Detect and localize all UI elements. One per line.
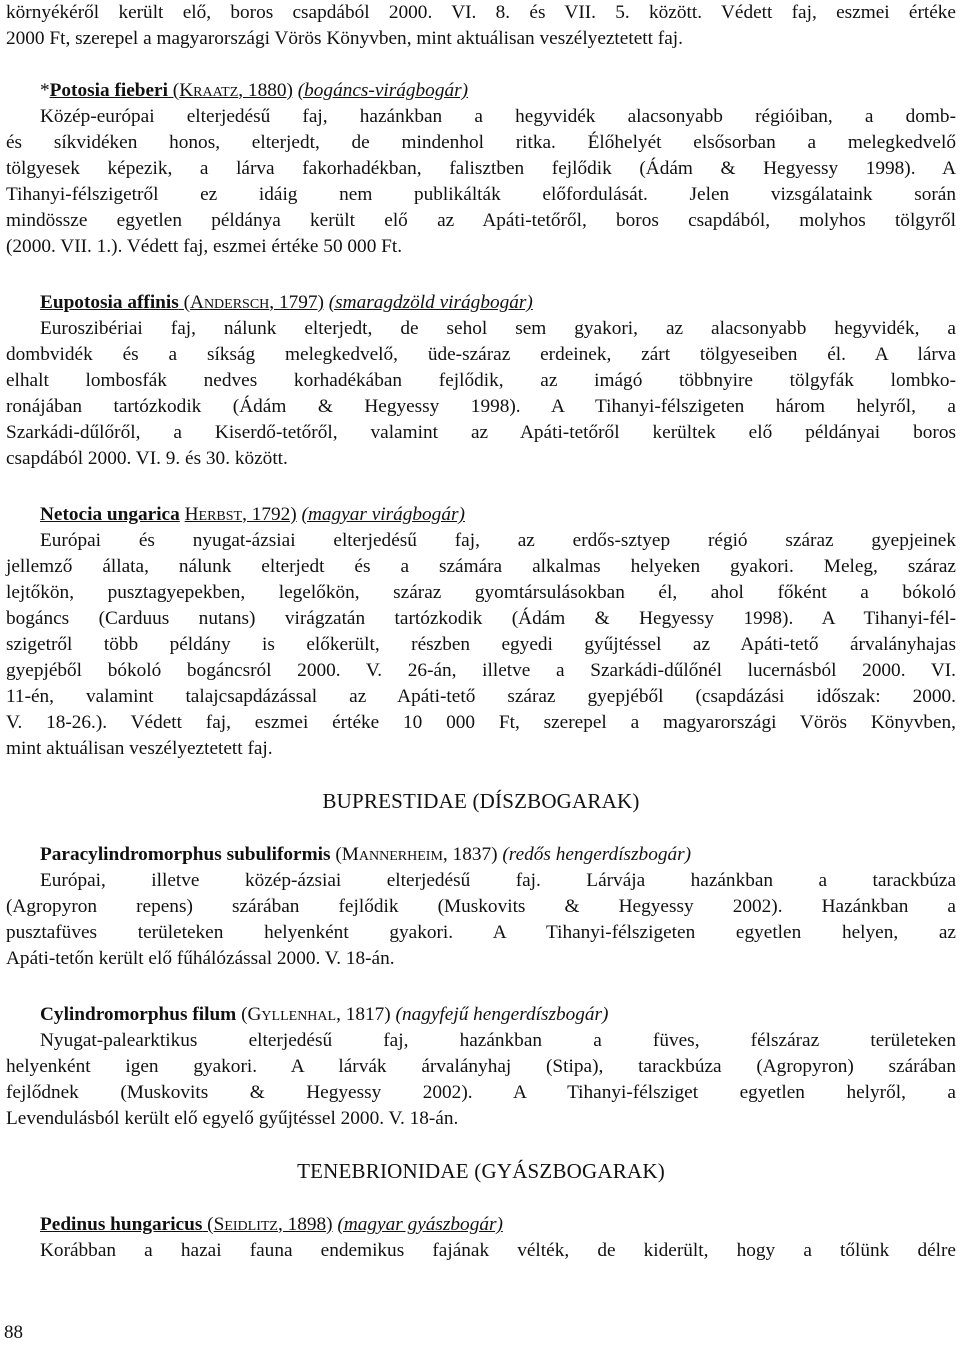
species-heading: [6, 290, 956, 316]
species-name: Pedinus hungaricus: [40, 1214, 203, 1235]
family-heading-tenebrionidae: TENEBRIONIDAE (GYÁSZBOGARAK): [297, 1159, 665, 1183]
text-line: Levendulásból került elő egyelő gyűjtéssel 2000. V. 18-án.: [6, 1108, 459, 1129]
page-number: 88: [4, 1322, 23, 1343]
species-entry-paracylindromorphus: [6, 842, 956, 972]
species-author: Andersch: [190, 292, 270, 313]
intro-paragraph: [6, 0, 956, 52]
text-line: környékéről került elő, boros csapdából 2000. VI. 8. és VII. 5. között. Védett faj, eszmei értéke: [6, 2, 956, 23]
text-line: V. 18-26.). Védett faj, eszmei értéke 10 000 Ft, szerepel a magyarországi Vörös Könyvben,: [6, 712, 956, 733]
text-line: Szarkádi-dűlőről, a Kiserdő-tetőről, valamint az Apáti-tetőről kerültek elő példányai boros: [6, 422, 956, 443]
species-heading: [6, 842, 956, 868]
author-open: (: [236, 1004, 248, 1025]
text-line: bogáncs (Carduus nutans) virágzatán tartózkodik (Ádám & Hegyessy 1998). A Tihanyi-fél-: [6, 608, 956, 629]
text-line: pusztafüves területeken helyenként gyakori. A Tihanyi-félszigeten egyetlen helyen, az: [6, 922, 956, 943]
document-page: [6, 0, 956, 1294]
text-line: fejlődnek (Muskovits & Hegyessy 2002). A Tihanyi-félsziget egyetlen helyről, a: [6, 1082, 956, 1103]
species-heading: [6, 1002, 956, 1028]
species-heading: [6, 78, 956, 104]
text-line: dombvidék és a síkság melegkedvelő, üde-száraz erdeinek, zárt tölgyeseiben él. A lárva: [6, 344, 956, 365]
species-entry-eupotosia-affinis: [6, 290, 956, 472]
hungarian-name: (nagyfejű hengerdíszbogár): [395, 1004, 609, 1025]
species-year: , 1817): [336, 1004, 391, 1025]
family-heading-buprestidae: BUPRESTIDAE (DÍSZBOGARAK): [322, 789, 640, 813]
text-line: ronájában tartózkodik (Ádám & Hegyessy 1998). A Tihanyi-félszigeten három helyről, a: [6, 396, 956, 417]
species-name: Netocia ungarica: [40, 504, 180, 525]
hungarian-name: (bogáncs-virágbogár): [297, 80, 469, 101]
author-open: (: [202, 1214, 214, 1235]
text-line: 2000 Ft, szerepel a magyarországi Vörös Könyvben, mint aktuálisan veszélyeztetett faj.: [6, 28, 683, 49]
species-entry-pedinus-hungaricus: [6, 1212, 956, 1264]
text-line: mint aktuálisan veszélyeztetett faj.: [6, 738, 273, 759]
text-line: csapdából 2000. VI. 9. és 30. között.: [6, 448, 288, 469]
text-line: és síkvidéken honos, elterjedt, de mindenhol ritka. Élőhelyét elsősorban a melegkedvelő: [6, 132, 956, 153]
text-line: helyenként igen gyakori. A lárvák árvalányhaj (Stipa), tarackbúza (Agropyron) szárában: [6, 1056, 956, 1077]
text-line: Európai és nyugat-ázsiai elterjedésű faj, az erdős-sztyep régió száraz gyepjeinek: [40, 530, 956, 551]
hungarian-name: (magyar gyászbogár): [337, 1214, 503, 1235]
species-year: , 1880): [238, 80, 293, 101]
text-line: gyepjéből bókoló bogáncsról 2000. V. 26-án, illetve a Szarkádi-dűlőnél lucernásból 2000. VI.: [6, 660, 956, 681]
text-line: tölgyesek képezik, a lárva fakorhadékban, falisztben fejlődik (Ádám & Hegyessy 1998). A: [6, 158, 956, 179]
species-year: , 1898): [277, 1214, 333, 1235]
text-line: Európai, illetve közép-ázsiai elterjedésű faj. Lárvája hazánkban a tarackbúza: [40, 870, 956, 891]
species-name: Paracylindromorphus subuliformis: [40, 844, 331, 865]
species-entry-cylindromorphus-filum: [6, 1002, 956, 1132]
author-open: (: [178, 292, 191, 313]
text-line: elhalt lombosfák nedves korhadékában fejlődik, az imágó többnyire tölgyfák lombko-: [6, 370, 956, 391]
species-author: Seidlitz: [213, 1214, 278, 1235]
author-open: (: [330, 844, 342, 865]
text-line: Nyugat-palearktikus elterjedésű faj, hazánkban a füves, félszáraz területeken: [40, 1030, 956, 1051]
text-line: jellemző állata, nálunk elterjedt és a számára alkalmas helyeken gyakori. Meleg, száraz: [6, 556, 956, 577]
species-author: Herbst: [184, 504, 243, 525]
species-entry-potosia-fieberi: [6, 78, 956, 260]
species-heading: [6, 1212, 956, 1238]
species-year: , 1797): [269, 292, 324, 313]
species-name: Potosia fieberi: [49, 80, 168, 101]
text-line: Tihanyi-félszigetről ez idáig nem publikálták előfordulását. Jelen vizsgálataink során: [6, 184, 956, 205]
text-line: Korábban a hazai fauna endemikus fajának vélték, de kiderült, hogy a tőlünk délre: [40, 1240, 956, 1261]
species-heading: [6, 502, 956, 528]
species-entry-netocia-ungarica: [6, 502, 956, 762]
text-line: szigetről több példány is előkerült, részben egyedi gyűjtéssel az Apáti-tető árvalányhajas: [6, 634, 956, 655]
text-line: (Agropyron repens) szárában fejlődik (Muskovits & Hegyessy 2002). Hazánkban a: [6, 896, 956, 917]
species-year: , 1837): [442, 844, 498, 865]
text-line: lejtőkön, pusztagyepekben, legelőkön, száraz gyomtársulásokban él, ahol főként a bókoló: [6, 582, 956, 603]
species-author: Mannerheim: [341, 844, 443, 865]
author-open: (: [167, 80, 180, 101]
hungarian-name: (magyar virágbogár): [301, 504, 465, 525]
text-line: (2000. VII. 1.). Védett faj, eszmei értéke 50 000 Ft.: [6, 236, 403, 257]
text-line: Euroszibériai faj, nálunk elterjedt, de sehol sem gyakori, az alacsonyabb hegyvidék, a: [40, 318, 956, 339]
text-line: Apáti-tetőn került elő fűhálózással 2000. V. 18-án.: [6, 948, 395, 969]
text-line: mindössze egyetlen példánya került elő az Apáti-tetőről, boros csapdából, molyhos tölgyről: [6, 210, 956, 231]
species-author: Kraatz: [179, 80, 239, 101]
asterisk-mark: *: [40, 80, 50, 101]
hungarian-name: (smaragdzöld virágbogár): [328, 292, 533, 313]
species-year: , 1792): [242, 504, 297, 525]
text-line: Közép-európai elterjedésű faj, hazánkban a hegyvidék alacsonyabb régióiban, a domb-: [40, 106, 956, 127]
text-line: 11-én, valamint talajcsapdázással az Apáti-tető száraz gyepjéből (csapdázási időszak: 2000.: [6, 686, 956, 707]
species-name: Cylindromorphus filum: [40, 1004, 237, 1025]
hungarian-name: (redős hengerdíszbogár): [502, 844, 692, 865]
species-author: Gyllenhal: [247, 1004, 337, 1025]
species-name: Eupotosia affinis: [40, 292, 179, 313]
